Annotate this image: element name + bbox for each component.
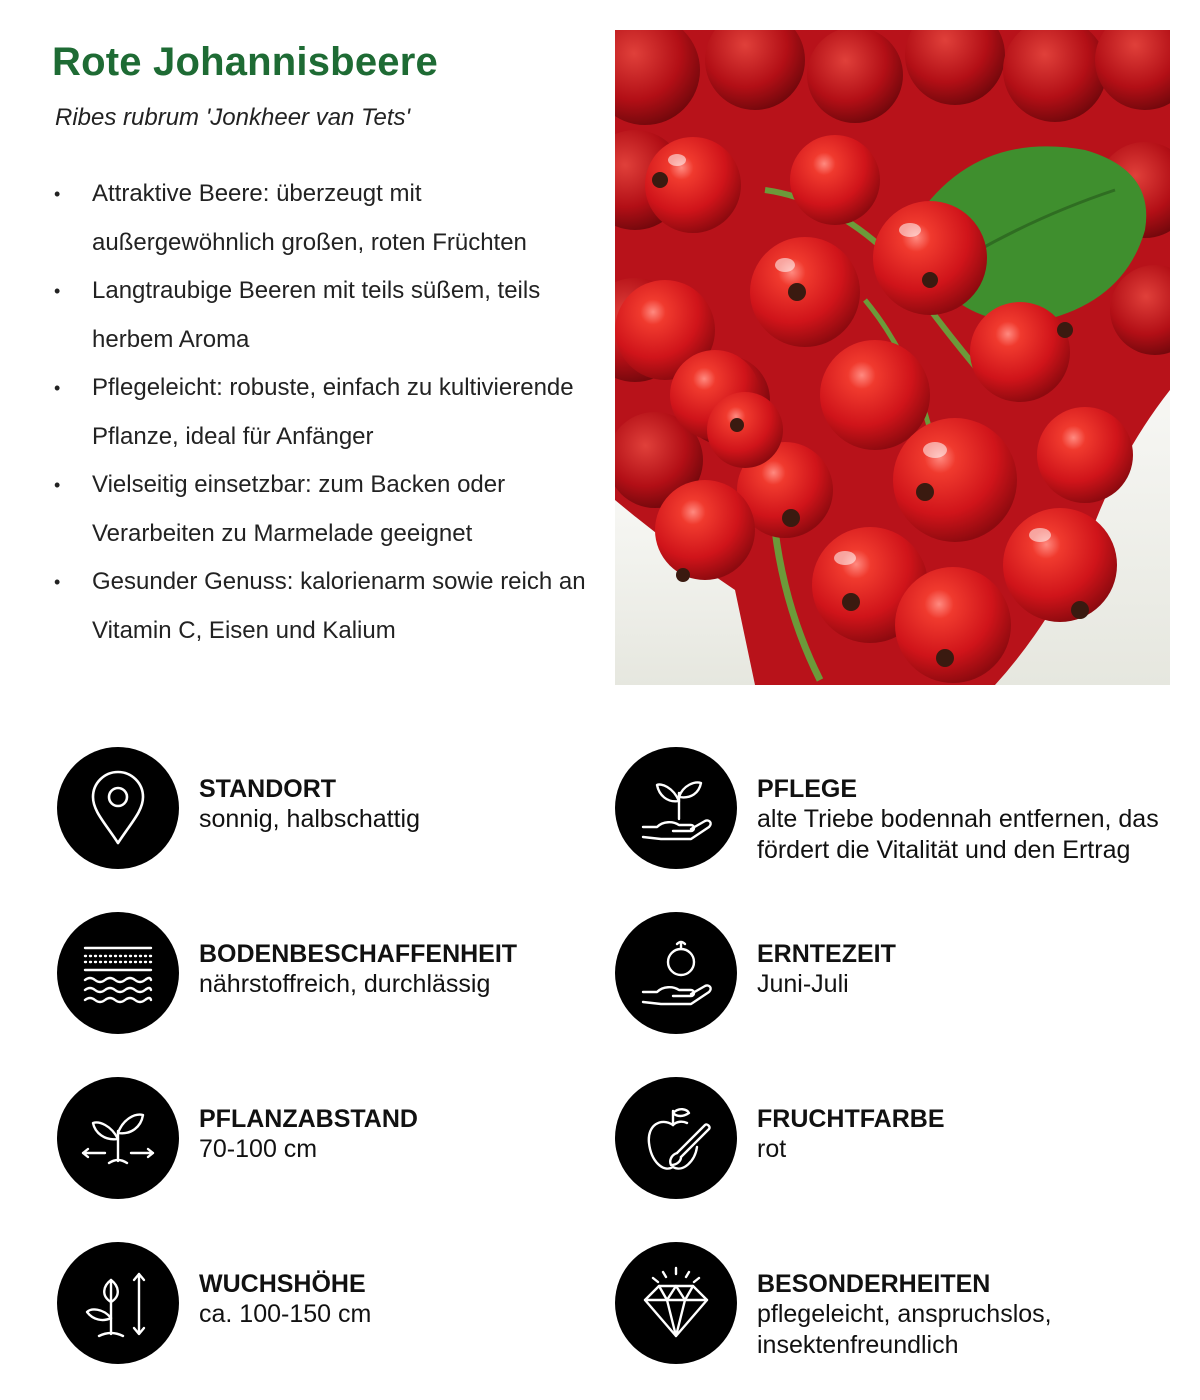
location-pin-icon xyxy=(57,747,179,869)
growth-height-icon xyxy=(57,1242,179,1364)
hand-sprout-icon xyxy=(615,747,737,869)
info-wuchshoehe xyxy=(57,1242,617,1364)
info-besonderheiten xyxy=(615,1242,1175,1364)
info-fruchtfarbe xyxy=(615,1077,1175,1199)
info-label: PFLEGE xyxy=(757,775,858,803)
info-value: Juni-Juli xyxy=(757,970,849,998)
info-standort xyxy=(57,747,617,869)
info-erntezeit xyxy=(615,912,1175,1034)
info-value: rot xyxy=(757,1135,787,1163)
info-bodenbeschaffenheit xyxy=(57,912,617,1034)
product-title: Rote Johannisbeere xyxy=(52,40,438,84)
plant-spacing-icon xyxy=(57,1077,179,1199)
soil-layers-icon xyxy=(57,912,179,1034)
red-currant-photo xyxy=(615,30,1170,685)
info-value: ca. 100-150 cm xyxy=(199,1300,372,1328)
info-pflanzabstand xyxy=(57,1077,617,1199)
info-label: BODENBESCHAFFENHEIT xyxy=(199,940,518,968)
hand-fruit-icon xyxy=(615,912,737,1034)
latin-name: Ribes rubrum 'Jonkheer van Tets' xyxy=(55,104,411,131)
info-label: WUCHSHÖHE xyxy=(199,1270,366,1298)
info-pflege xyxy=(615,747,1175,869)
feature-item: • Gesunder Genuss: kalorienarm sowie reich an Vitamin C, Eisen und Kalium xyxy=(52,558,597,655)
feature-item: • Vielseitig einsetzbar: zum Backen oder Verarbeiten zu Marmelade geeignet xyxy=(52,461,597,558)
diamond-icon xyxy=(615,1242,737,1364)
info-value: alte Triebe bodennah entfernen, das fördert die Vitalität und den Ertrag xyxy=(757,805,1159,864)
feature-item: • Langtraubige Beeren mit teils süßem, teils herbem Aroma xyxy=(52,267,597,364)
feature-item: • Pflegeleicht: robuste, einfach zu kultivierende Pflanze, ideal für Anfänger xyxy=(52,364,597,461)
info-label: FRUCHTFARBE xyxy=(757,1105,945,1133)
info-label: PFLANZABSTAND xyxy=(199,1105,418,1133)
info-label: ERNTEZEIT xyxy=(757,940,896,968)
info-label: BESONDERHEITEN xyxy=(757,1270,991,1298)
apple-brush-icon xyxy=(615,1077,737,1199)
info-value: 70-100 cm xyxy=(199,1135,318,1163)
info-label: STANDORT xyxy=(199,775,337,803)
info-value: pflegeleicht, anspruchslos, insektenfreundlich xyxy=(757,1300,1052,1359)
feature-item: • Attraktive Beere: überzeugt mit außergewöhnlich großen, roten Früchten xyxy=(52,170,597,267)
info-value: sonnig, halbschattig xyxy=(199,805,420,833)
info-value: nährstoffreich, durchlässig xyxy=(199,970,491,998)
feature-list xyxy=(52,170,597,655)
